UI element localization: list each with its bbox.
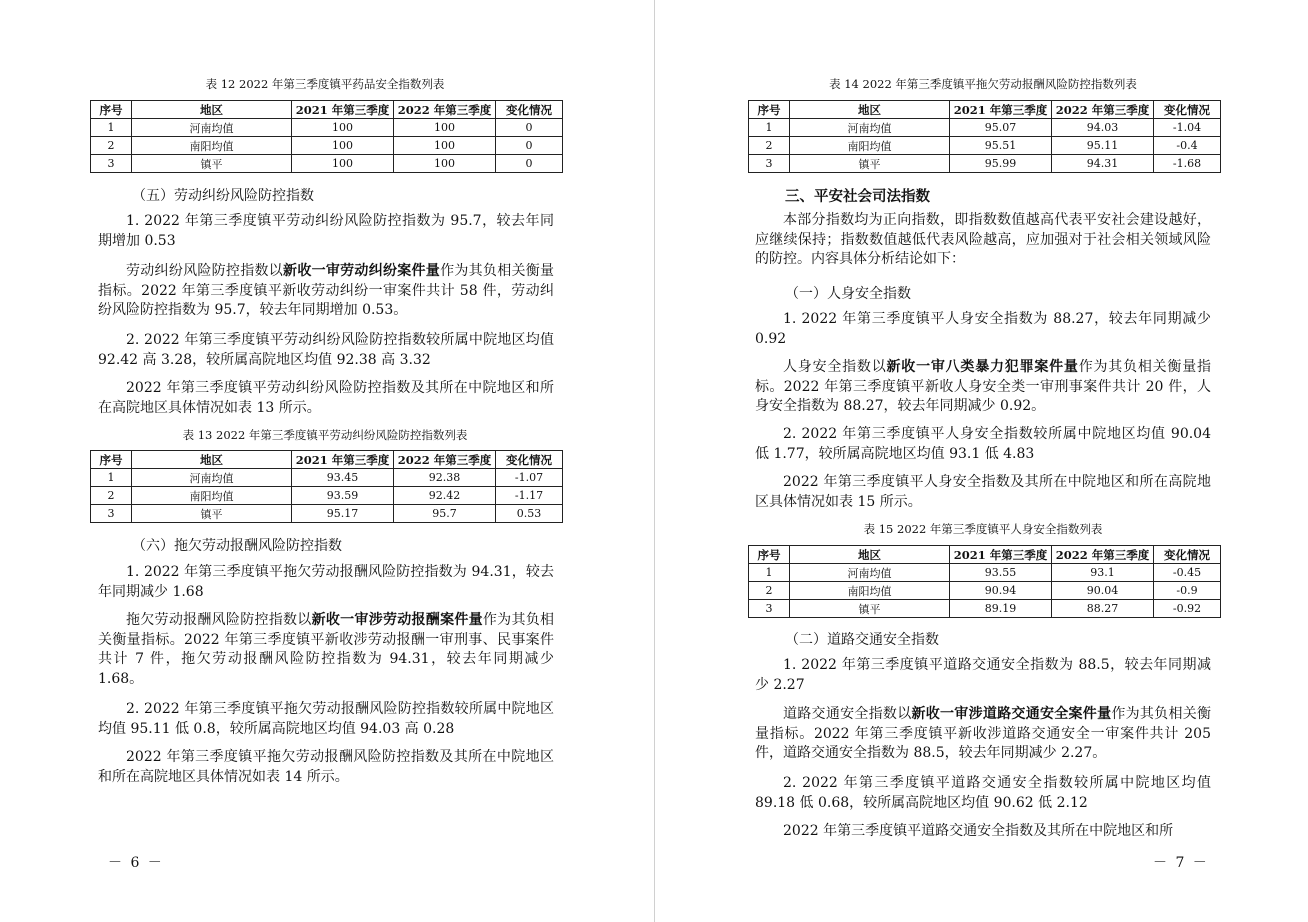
table-cell: 2 [749,137,790,155]
table-cell: 河南均值 [790,119,950,137]
bold-term: 新收一审劳动纠纷案件量 [283,263,441,279]
table-cell: 南阳均值 [790,137,950,155]
table-cell: -0.4 [1154,137,1221,155]
table-row [91,487,563,505]
table-row [749,137,1221,155]
bold-term: 新收一审涉道路交通安全案件量 [911,706,1112,722]
table-cell: -1.04 [1154,119,1221,137]
table-row [749,582,1221,600]
column-header: 变化情况 [1154,546,1221,564]
table-cell: 100 [292,155,394,173]
table-row [91,137,563,155]
table-cell: 0 [496,137,563,155]
subsection-2-heading: （二）道路交通安全指数 [785,632,939,648]
column-header: 2021 年第三季度 [292,451,394,469]
paragraph: 人身安全指数以新收一审八类暴力犯罪案件量作为其负相关衡量指标。2022 年第三季度镇平新收人身安全类一审刑事案件共计 20 件，人身安全指数为 88.27，较去年同期减少 0.92。 [755,359,1212,414]
table-header-row [749,546,1221,564]
table-cell: 2 [749,582,790,600]
paragraph: 劳动纠纷风险防控指数以新收一审劳动纠纷案件量作为其负相关衡量指标。2022 年第三季度镇平新收劳动纠纷一审案件共计 58 件，劳动纠纷风险防控指数为 95.7，较去年同期增加 0.53。 [98,263,555,318]
paragraph: 2022 年第三季度镇平人身安全指数及其所在中院地区和所在高院地区具体情况如表 15 所示。 [755,474,1211,510]
table-15-caption: 表 15 2022 年第三季度镇平人身安全指数列表 [863,522,1103,536]
paragraph: 2022 年第三季度镇平拖欠劳动报酬风险防控指数及其所在中院地区和所在高院地区具体情况如表 14 所示。 [98,749,554,785]
page-number: － 6 － [108,855,164,871]
paragraph: 1. 2022 年第三季度镇平道路交通安全指数为 88.5，较去年同期减少 2.27 [755,657,1211,693]
table-cell: 93.1 [1052,564,1154,582]
column-header: 2022 年第三季度 [394,101,496,119]
column-header: 序号 [749,101,790,119]
paragraph: 1. 2022 年第三季度镇平劳动纠纷风险防控指数为 95.7，较去年同期增加 0.53 [98,213,554,249]
section-5-heading: （五）劳动纠纷风险防控指数 [132,188,314,204]
table-cell: 2 [91,137,132,155]
table-13 [90,450,563,523]
table-row [749,564,1221,582]
table-row [749,600,1221,618]
column-header: 2021 年第三季度 [950,546,1052,564]
table-cell: -0.9 [1154,582,1221,600]
table-cell: 100 [394,137,496,155]
column-header: 地区 [790,101,950,119]
table-14-caption: 表 14 2022 年第三季度镇平拖欠劳动报酬风险防控指数列表 [829,77,1137,91]
column-header: 序号 [749,546,790,564]
paragraph: 2022 年第三季度镇平道路交通安全指数及其所在中院地区和所 [783,823,1174,839]
table-cell: -0.45 [1154,564,1221,582]
column-header: 地区 [132,451,292,469]
section-3-heading: 三、平安社会司法指数 [785,188,930,205]
bold-term: 新收一审八类暴力犯罪案件量 [886,359,1079,375]
table-cell: 94.31 [1052,155,1154,173]
table-cell: -1.68 [1154,155,1221,173]
table-cell: 南阳均值 [132,487,292,505]
table-cell: 90.94 [950,582,1052,600]
column-header: 地区 [790,546,950,564]
table-cell: 95.99 [950,155,1052,173]
table-cell: 89.19 [950,600,1052,618]
table-cell: 92.38 [394,469,496,487]
table-row [749,155,1221,173]
table-row [91,155,563,173]
paragraph: 本部分指数均为正向指数，即指数数值越高代表平安社会建设越好，应继续保持；指数数值越低代表风险越高，应加强对于社会相关领域风险的防控。内容具体分析结论如下： [755,212,1211,267]
column-header: 2021 年第三季度 [950,101,1052,119]
table-cell: -1.07 [496,469,563,487]
table-header-row [749,101,1221,119]
column-header: 变化情况 [1154,101,1221,119]
table-12-caption: 表 12 2022 年第三季度镇平药品安全指数列表 [205,77,445,91]
table-cell: 镇平 [790,155,950,173]
table-cell: 3 [91,505,132,523]
table-cell: 95.11 [1052,137,1154,155]
table-row [749,119,1221,137]
table-cell: 94.03 [1052,119,1154,137]
table-row [91,469,563,487]
table-cell: 1 [749,564,790,582]
table-row [91,505,563,523]
table-cell: 95.17 [292,505,394,523]
column-header: 2022 年第三季度 [1052,101,1154,119]
table-cell: 95.51 [950,137,1052,155]
table-12 [90,100,563,173]
table-cell: 0 [496,119,563,137]
table-cell: 1 [91,469,132,487]
column-header: 变化情况 [496,451,563,469]
paragraph: 2. 2022 年第三季度镇平拖欠劳动报酬风险防控指数较所属中院地区均值 95.11 低 0.8，较所属高院地区均值 94.03 高 0.28 [98,701,554,737]
column-header: 变化情况 [496,101,563,119]
column-header: 2022 年第三季度 [394,451,496,469]
section-6-heading: （六）拖欠劳动报酬风险防控指数 [132,538,342,554]
paragraph: 2. 2022 年第三季度镇平人身安全指数较所属中院地区均值 90.04 低 1.77，较所属高院地区均值 93.1 低 4.83 [755,426,1211,462]
table-cell: 3 [749,600,790,618]
paragraph: 2. 2022 年第三季度镇平劳动纠纷风险防控指数较所属中院地区均值 92.42 高 3.28，较所属高院地区均值 92.38 高 3.32 [98,332,554,368]
table-cell: 93.45 [292,469,394,487]
paragraph: 拖欠劳动报酬风险防控指数以新收一审涉劳动报酬案件量作为其负相关衡量指标。2022 年第三季度镇平新收涉劳动报酬一审刑事、民事案件共计 7 件，拖欠劳动报酬风险防控指数为 94.31，较去年同期减少 1.68。 [98,612,555,687]
table-15 [748,545,1221,618]
table-cell: 镇平 [790,600,950,618]
table-cell: 100 [292,137,394,155]
table-cell: 95.7 [394,505,496,523]
column-header: 地区 [132,101,292,119]
paragraph: 2022 年第三季度镇平劳动纠纷风险防控指数及其所在中院地区和所在高院地区具体情况如表 13 所示。 [98,380,554,416]
bold-term: 新收一审涉劳动报酬案件量 [311,612,483,628]
table-cell: 3 [749,155,790,173]
table-header-row [91,451,563,469]
column-header: 序号 [91,451,132,469]
paragraph: 1. 2022 年第三季度镇平人身安全指数为 88.27，较去年同期减少 0.92 [755,311,1211,347]
table-cell: 河南均值 [132,469,292,487]
table-cell: 93.59 [292,487,394,505]
table-cell: 0.53 [496,505,563,523]
table-cell: 3 [91,155,132,173]
table-cell: 90.04 [1052,582,1154,600]
page-7 [655,0,1308,922]
subsection-1-heading: （一）人身安全指数 [785,286,911,302]
table-cell: 南阳均值 [132,137,292,155]
table-cell: 1 [749,119,790,137]
column-header: 2022 年第三季度 [1052,546,1154,564]
paragraph: 道路交通安全指数以新收一审涉道路交通安全案件量作为其负相关衡量指标。2022 年第三季度镇平新收涉道路交通安全一审案件共计 205 件，道路交通安全指数为 88.5，较去年同期减少 2.27。 [755,706,1212,761]
table-cell: 100 [292,119,394,137]
table-cell: 100 [394,155,496,173]
page-number: － 7 － [1153,855,1209,871]
table-cell: 南阳均值 [790,582,950,600]
table-cell: 河南均值 [790,564,950,582]
table-cell: 92.42 [394,487,496,505]
table-cell: 93.55 [950,564,1052,582]
table-cell: 88.27 [1052,600,1154,618]
table-cell: 镇平 [132,155,292,173]
paragraph: 2. 2022 年第三季度镇平道路交通安全指数较所属中院地区均值 89.18 低 0.68，较所属高院地区均值 90.62 低 2.12 [755,775,1211,811]
table-cell: 0 [496,155,563,173]
column-header: 2021 年第三季度 [292,101,394,119]
table-cell: 河南均值 [132,119,292,137]
table-cell: 95.07 [950,119,1052,137]
table-cell: 100 [394,119,496,137]
paragraph: 1. 2022 年第三季度镇平拖欠劳动报酬风险防控指数为 94.31，较去年同期减少 1.68 [98,564,554,600]
column-header: 序号 [91,101,132,119]
table-13-caption: 表 13 2022 年第三季度镇平劳动纠纷风险防控指数列表 [182,428,468,442]
table-14 [748,100,1221,173]
table-header-row [91,101,563,119]
table-cell: 2 [91,487,132,505]
table-cell: 镇平 [132,505,292,523]
table-cell: 1 [91,119,132,137]
table-cell: -1.17 [496,487,563,505]
table-cell: -0.92 [1154,600,1221,618]
table-row [91,119,563,137]
